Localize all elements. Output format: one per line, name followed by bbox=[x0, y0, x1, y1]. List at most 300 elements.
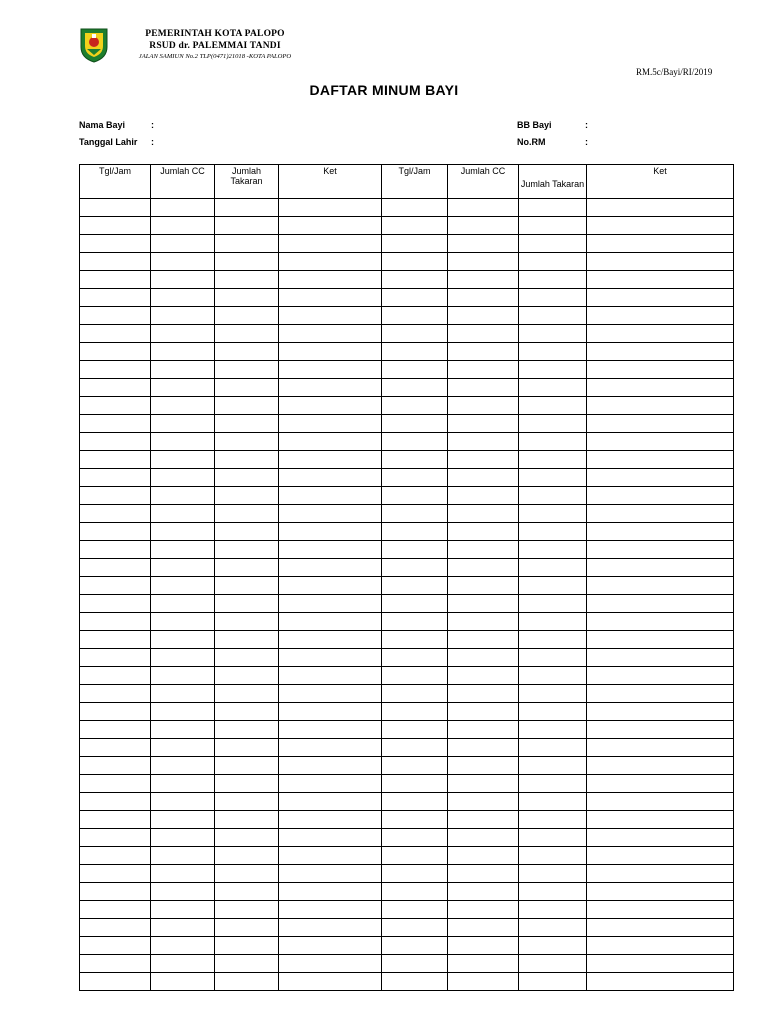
table-cell[interactable] bbox=[448, 199, 519, 217]
table-cell[interactable] bbox=[448, 883, 519, 901]
table-cell[interactable] bbox=[519, 865, 587, 883]
table-cell[interactable] bbox=[80, 865, 151, 883]
table-cell[interactable] bbox=[448, 667, 519, 685]
table-cell[interactable] bbox=[279, 739, 382, 757]
table-cell[interactable] bbox=[80, 361, 151, 379]
table-cell[interactable] bbox=[151, 289, 215, 307]
table-cell[interactable] bbox=[80, 397, 151, 415]
table-cell[interactable] bbox=[80, 847, 151, 865]
table-cell[interactable] bbox=[448, 775, 519, 793]
table-cell[interactable] bbox=[151, 235, 215, 253]
table-cell[interactable] bbox=[519, 811, 587, 829]
table-cell[interactable] bbox=[151, 325, 215, 343]
table-cell[interactable] bbox=[448, 235, 519, 253]
table-cell[interactable] bbox=[151, 559, 215, 577]
table-cell[interactable] bbox=[279, 469, 382, 487]
table-cell[interactable] bbox=[519, 487, 587, 505]
table-cell[interactable] bbox=[587, 883, 734, 901]
table-cell[interactable] bbox=[215, 433, 279, 451]
table-cell[interactable] bbox=[587, 433, 734, 451]
table-cell[interactable] bbox=[279, 703, 382, 721]
table-cell[interactable] bbox=[382, 415, 448, 433]
table-cell[interactable] bbox=[80, 343, 151, 361]
table-cell[interactable] bbox=[151, 451, 215, 469]
table-cell[interactable] bbox=[519, 955, 587, 973]
table-cell[interactable] bbox=[215, 865, 279, 883]
table-cell[interactable] bbox=[80, 721, 151, 739]
table-cell[interactable] bbox=[80, 523, 151, 541]
table-cell[interactable] bbox=[215, 973, 279, 991]
table-cell[interactable] bbox=[587, 487, 734, 505]
table-cell[interactable] bbox=[519, 595, 587, 613]
table-cell[interactable] bbox=[448, 523, 519, 541]
table-cell[interactable] bbox=[587, 631, 734, 649]
table-cell[interactable] bbox=[151, 901, 215, 919]
table-cell[interactable] bbox=[382, 883, 448, 901]
table-cell[interactable] bbox=[519, 937, 587, 955]
table-cell[interactable] bbox=[215, 811, 279, 829]
table-cell[interactable] bbox=[215, 361, 279, 379]
table-cell[interactable] bbox=[215, 631, 279, 649]
table-cell[interactable] bbox=[448, 307, 519, 325]
table-cell[interactable] bbox=[448, 541, 519, 559]
table-cell[interactable] bbox=[279, 199, 382, 217]
table-cell[interactable] bbox=[519, 667, 587, 685]
table-cell[interactable] bbox=[279, 973, 382, 991]
table-cell[interactable] bbox=[80, 739, 151, 757]
table-cell[interactable] bbox=[448, 451, 519, 469]
table-cell[interactable] bbox=[151, 415, 215, 433]
table-cell[interactable] bbox=[279, 847, 382, 865]
table-cell[interactable] bbox=[215, 667, 279, 685]
table-cell[interactable] bbox=[448, 559, 519, 577]
table-cell[interactable] bbox=[382, 811, 448, 829]
table-cell[interactable] bbox=[151, 649, 215, 667]
table-cell[interactable] bbox=[151, 595, 215, 613]
table-cell[interactable] bbox=[382, 757, 448, 775]
table-cell[interactable] bbox=[382, 955, 448, 973]
table-cell[interactable] bbox=[279, 235, 382, 253]
table-cell[interactable] bbox=[80, 469, 151, 487]
table-cell[interactable] bbox=[151, 811, 215, 829]
table-cell[interactable] bbox=[587, 811, 734, 829]
table-cell[interactable] bbox=[587, 595, 734, 613]
table-cell[interactable] bbox=[151, 973, 215, 991]
table-cell[interactable] bbox=[279, 289, 382, 307]
table-cell[interactable] bbox=[215, 793, 279, 811]
table-cell[interactable] bbox=[215, 325, 279, 343]
table-cell[interactable] bbox=[80, 883, 151, 901]
table-cell[interactable] bbox=[279, 937, 382, 955]
table-cell[interactable] bbox=[215, 703, 279, 721]
table-cell[interactable] bbox=[519, 343, 587, 361]
table-cell[interactable] bbox=[279, 901, 382, 919]
table-cell[interactable] bbox=[215, 415, 279, 433]
table-cell[interactable] bbox=[382, 847, 448, 865]
table-cell[interactable] bbox=[587, 469, 734, 487]
table-cell[interactable] bbox=[80, 559, 151, 577]
table-cell[interactable] bbox=[215, 379, 279, 397]
table-cell[interactable] bbox=[215, 469, 279, 487]
table-cell[interactable] bbox=[587, 739, 734, 757]
table-cell[interactable] bbox=[519, 883, 587, 901]
table-cell[interactable] bbox=[151, 361, 215, 379]
table-cell[interactable] bbox=[151, 217, 215, 235]
table-cell[interactable] bbox=[382, 631, 448, 649]
table-cell[interactable] bbox=[151, 613, 215, 631]
table-cell[interactable] bbox=[151, 721, 215, 739]
table-cell[interactable] bbox=[382, 487, 448, 505]
table-cell[interactable] bbox=[215, 829, 279, 847]
table-cell[interactable] bbox=[215, 271, 279, 289]
table-cell[interactable] bbox=[519, 307, 587, 325]
table-cell[interactable] bbox=[448, 217, 519, 235]
table-cell[interactable] bbox=[382, 667, 448, 685]
table-cell[interactable] bbox=[448, 811, 519, 829]
table-cell[interactable] bbox=[80, 433, 151, 451]
table-cell[interactable] bbox=[151, 199, 215, 217]
table-cell[interactable] bbox=[448, 613, 519, 631]
table-cell[interactable] bbox=[80, 649, 151, 667]
table-cell[interactable] bbox=[279, 793, 382, 811]
table-cell[interactable] bbox=[215, 577, 279, 595]
table-cell[interactable] bbox=[448, 721, 519, 739]
table-cell[interactable] bbox=[587, 505, 734, 523]
table-cell[interactable] bbox=[587, 415, 734, 433]
table-cell[interactable] bbox=[151, 919, 215, 937]
table-cell[interactable] bbox=[382, 775, 448, 793]
table-cell[interactable] bbox=[587, 919, 734, 937]
table-cell[interactable] bbox=[382, 703, 448, 721]
table-cell[interactable] bbox=[151, 757, 215, 775]
table-cell[interactable] bbox=[80, 595, 151, 613]
table-cell[interactable] bbox=[279, 919, 382, 937]
table-cell[interactable] bbox=[448, 739, 519, 757]
table-cell[interactable] bbox=[382, 541, 448, 559]
table-cell[interactable] bbox=[382, 253, 448, 271]
table-cell[interactable] bbox=[587, 865, 734, 883]
table-cell[interactable] bbox=[80, 271, 151, 289]
table-cell[interactable] bbox=[80, 379, 151, 397]
table-cell[interactable] bbox=[587, 577, 734, 595]
table-cell[interactable] bbox=[215, 649, 279, 667]
table-cell[interactable] bbox=[80, 793, 151, 811]
table-cell[interactable] bbox=[215, 901, 279, 919]
table-cell[interactable] bbox=[448, 415, 519, 433]
table-cell[interactable] bbox=[382, 577, 448, 595]
table-cell[interactable] bbox=[80, 955, 151, 973]
table-cell[interactable] bbox=[587, 901, 734, 919]
table-cell[interactable] bbox=[519, 235, 587, 253]
table-cell[interactable] bbox=[519, 289, 587, 307]
table-cell[interactable] bbox=[279, 667, 382, 685]
table-cell[interactable] bbox=[80, 199, 151, 217]
table-cell[interactable] bbox=[279, 865, 382, 883]
table-cell[interactable] bbox=[587, 307, 734, 325]
table-cell[interactable] bbox=[382, 937, 448, 955]
table-cell[interactable] bbox=[279, 829, 382, 847]
table-cell[interactable] bbox=[215, 559, 279, 577]
table-cell[interactable] bbox=[80, 613, 151, 631]
table-cell[interactable] bbox=[151, 343, 215, 361]
table-cell[interactable] bbox=[151, 847, 215, 865]
table-cell[interactable] bbox=[448, 253, 519, 271]
table-cell[interactable] bbox=[519, 505, 587, 523]
table-cell[interactable] bbox=[587, 325, 734, 343]
table-cell[interactable] bbox=[382, 307, 448, 325]
table-cell[interactable] bbox=[215, 739, 279, 757]
table-cell[interactable] bbox=[151, 253, 215, 271]
table-cell[interactable] bbox=[279, 253, 382, 271]
table-cell[interactable] bbox=[448, 595, 519, 613]
table-cell[interactable] bbox=[519, 847, 587, 865]
table-cell[interactable] bbox=[279, 451, 382, 469]
table-cell[interactable] bbox=[448, 793, 519, 811]
table-cell[interactable] bbox=[382, 361, 448, 379]
table-cell[interactable] bbox=[151, 775, 215, 793]
table-cell[interactable] bbox=[279, 487, 382, 505]
table-cell[interactable] bbox=[80, 325, 151, 343]
table-cell[interactable] bbox=[279, 379, 382, 397]
table-cell[interactable] bbox=[215, 685, 279, 703]
table-cell[interactable] bbox=[215, 721, 279, 739]
table-cell[interactable] bbox=[382, 685, 448, 703]
table-cell[interactable] bbox=[519, 469, 587, 487]
table-cell[interactable] bbox=[382, 469, 448, 487]
table-cell[interactable] bbox=[215, 505, 279, 523]
table-cell[interactable] bbox=[519, 379, 587, 397]
table-cell[interactable] bbox=[80, 451, 151, 469]
table-cell[interactable] bbox=[151, 487, 215, 505]
table-cell[interactable] bbox=[80, 685, 151, 703]
table-cell[interactable] bbox=[382, 199, 448, 217]
table-cell[interactable] bbox=[382, 613, 448, 631]
table-cell[interactable] bbox=[519, 901, 587, 919]
table-cell[interactable] bbox=[519, 523, 587, 541]
table-cell[interactable] bbox=[80, 973, 151, 991]
table-cell[interactable] bbox=[382, 379, 448, 397]
table-cell[interactable] bbox=[382, 829, 448, 847]
table-cell[interactable] bbox=[448, 631, 519, 649]
table-cell[interactable] bbox=[215, 541, 279, 559]
table-cell[interactable] bbox=[519, 271, 587, 289]
table-cell[interactable] bbox=[519, 775, 587, 793]
table-cell[interactable] bbox=[215, 235, 279, 253]
table-cell[interactable] bbox=[519, 559, 587, 577]
table-cell[interactable] bbox=[448, 649, 519, 667]
table-cell[interactable] bbox=[587, 361, 734, 379]
table-cell[interactable] bbox=[519, 631, 587, 649]
table-cell[interactable] bbox=[587, 397, 734, 415]
table-cell[interactable] bbox=[151, 883, 215, 901]
table-cell[interactable] bbox=[382, 271, 448, 289]
table-cell[interactable] bbox=[215, 757, 279, 775]
table-cell[interactable] bbox=[279, 307, 382, 325]
table-cell[interactable] bbox=[80, 775, 151, 793]
table-cell[interactable] bbox=[279, 433, 382, 451]
table-cell[interactable] bbox=[448, 343, 519, 361]
table-cell[interactable] bbox=[382, 289, 448, 307]
table-cell[interactable] bbox=[587, 973, 734, 991]
table-cell[interactable] bbox=[151, 631, 215, 649]
table-cell[interactable] bbox=[519, 613, 587, 631]
table-cell[interactable] bbox=[448, 847, 519, 865]
table-cell[interactable] bbox=[519, 703, 587, 721]
table-cell[interactable] bbox=[382, 505, 448, 523]
table-cell[interactable] bbox=[448, 505, 519, 523]
table-cell[interactable] bbox=[382, 217, 448, 235]
table-cell[interactable] bbox=[382, 649, 448, 667]
table-cell[interactable] bbox=[279, 325, 382, 343]
table-cell[interactable] bbox=[519, 325, 587, 343]
table-cell[interactable] bbox=[519, 739, 587, 757]
table-cell[interactable] bbox=[80, 235, 151, 253]
table-cell[interactable] bbox=[279, 559, 382, 577]
table-cell[interactable] bbox=[519, 415, 587, 433]
table-cell[interactable] bbox=[151, 865, 215, 883]
table-cell[interactable] bbox=[215, 775, 279, 793]
table-cell[interactable] bbox=[587, 649, 734, 667]
table-cell[interactable] bbox=[382, 595, 448, 613]
table-cell[interactable] bbox=[587, 667, 734, 685]
table-cell[interactable] bbox=[80, 307, 151, 325]
table-cell[interactable] bbox=[382, 793, 448, 811]
table-cell[interactable] bbox=[80, 901, 151, 919]
table-cell[interactable] bbox=[519, 685, 587, 703]
table-cell[interactable] bbox=[519, 433, 587, 451]
table-cell[interactable] bbox=[587, 937, 734, 955]
table-cell[interactable] bbox=[382, 433, 448, 451]
table-cell[interactable] bbox=[215, 955, 279, 973]
table-cell[interactable] bbox=[382, 865, 448, 883]
table-cell[interactable] bbox=[587, 217, 734, 235]
table-cell[interactable] bbox=[519, 397, 587, 415]
table-cell[interactable] bbox=[80, 289, 151, 307]
table-cell[interactable] bbox=[448, 829, 519, 847]
table-cell[interactable] bbox=[448, 937, 519, 955]
table-cell[interactable] bbox=[151, 577, 215, 595]
table-cell[interactable] bbox=[587, 523, 734, 541]
table-cell[interactable] bbox=[151, 505, 215, 523]
table-cell[interactable] bbox=[519, 451, 587, 469]
table-cell[interactable] bbox=[519, 721, 587, 739]
table-cell[interactable] bbox=[279, 883, 382, 901]
table-cell[interactable] bbox=[587, 289, 734, 307]
table-cell[interactable] bbox=[151, 739, 215, 757]
table-cell[interactable] bbox=[382, 343, 448, 361]
table-cell[interactable] bbox=[215, 397, 279, 415]
table-cell[interactable] bbox=[215, 451, 279, 469]
table-cell[interactable] bbox=[519, 361, 587, 379]
table-cell[interactable] bbox=[519, 253, 587, 271]
table-cell[interactable] bbox=[151, 523, 215, 541]
table-cell[interactable] bbox=[382, 559, 448, 577]
table-cell[interactable] bbox=[382, 235, 448, 253]
table-cell[interactable] bbox=[448, 577, 519, 595]
table-cell[interactable] bbox=[215, 307, 279, 325]
table-cell[interactable] bbox=[151, 379, 215, 397]
table-cell[interactable] bbox=[279, 775, 382, 793]
table-cell[interactable] bbox=[448, 433, 519, 451]
table-cell[interactable] bbox=[382, 973, 448, 991]
table-cell[interactable] bbox=[519, 757, 587, 775]
table-cell[interactable] bbox=[279, 271, 382, 289]
table-cell[interactable] bbox=[279, 523, 382, 541]
table-cell[interactable] bbox=[151, 469, 215, 487]
table-cell[interactable] bbox=[151, 937, 215, 955]
table-cell[interactable] bbox=[80, 577, 151, 595]
table-cell[interactable] bbox=[519, 793, 587, 811]
table-cell[interactable] bbox=[80, 631, 151, 649]
table-cell[interactable] bbox=[80, 541, 151, 559]
table-cell[interactable] bbox=[151, 307, 215, 325]
table-cell[interactable] bbox=[151, 703, 215, 721]
table-cell[interactable] bbox=[279, 505, 382, 523]
table-cell[interactable] bbox=[80, 415, 151, 433]
table-cell[interactable] bbox=[382, 901, 448, 919]
table-cell[interactable] bbox=[587, 541, 734, 559]
table-cell[interactable] bbox=[382, 325, 448, 343]
table-cell[interactable] bbox=[151, 541, 215, 559]
table-cell[interactable] bbox=[587, 847, 734, 865]
table-cell[interactable] bbox=[279, 685, 382, 703]
table-cell[interactable] bbox=[80, 217, 151, 235]
table-cell[interactable] bbox=[587, 451, 734, 469]
table-cell[interactable] bbox=[215, 289, 279, 307]
table-cell[interactable] bbox=[448, 487, 519, 505]
table-cell[interactable] bbox=[215, 253, 279, 271]
table-cell[interactable] bbox=[279, 541, 382, 559]
table-cell[interactable] bbox=[448, 397, 519, 415]
table-cell[interactable] bbox=[215, 883, 279, 901]
table-cell[interactable] bbox=[587, 793, 734, 811]
table-cell[interactable] bbox=[587, 379, 734, 397]
table-cell[interactable] bbox=[279, 811, 382, 829]
table-cell[interactable] bbox=[80, 829, 151, 847]
table-cell[interactable] bbox=[215, 919, 279, 937]
table-cell[interactable] bbox=[519, 919, 587, 937]
table-cell[interactable] bbox=[382, 451, 448, 469]
table-cell[interactable] bbox=[279, 217, 382, 235]
table-cell[interactable] bbox=[151, 667, 215, 685]
table-cell[interactable] bbox=[448, 685, 519, 703]
table-cell[interactable] bbox=[587, 703, 734, 721]
table-cell[interactable] bbox=[279, 721, 382, 739]
table-cell[interactable] bbox=[215, 595, 279, 613]
table-cell[interactable] bbox=[587, 235, 734, 253]
table-cell[interactable] bbox=[215, 199, 279, 217]
table-cell[interactable] bbox=[279, 595, 382, 613]
table-cell[interactable] bbox=[80, 703, 151, 721]
table-cell[interactable] bbox=[279, 397, 382, 415]
table-cell[interactable] bbox=[519, 973, 587, 991]
table-cell[interactable] bbox=[151, 433, 215, 451]
table-cell[interactable] bbox=[587, 829, 734, 847]
table-cell[interactable] bbox=[448, 325, 519, 343]
table-cell[interactable] bbox=[587, 559, 734, 577]
table-cell[interactable] bbox=[448, 973, 519, 991]
table-cell[interactable] bbox=[587, 721, 734, 739]
table-cell[interactable] bbox=[519, 541, 587, 559]
table-cell[interactable] bbox=[448, 703, 519, 721]
table-cell[interactable] bbox=[519, 577, 587, 595]
table-cell[interactable] bbox=[519, 649, 587, 667]
table-cell[interactable] bbox=[587, 955, 734, 973]
table-cell[interactable] bbox=[587, 253, 734, 271]
table-cell[interactable] bbox=[215, 523, 279, 541]
table-cell[interactable] bbox=[448, 469, 519, 487]
table-cell[interactable] bbox=[151, 793, 215, 811]
